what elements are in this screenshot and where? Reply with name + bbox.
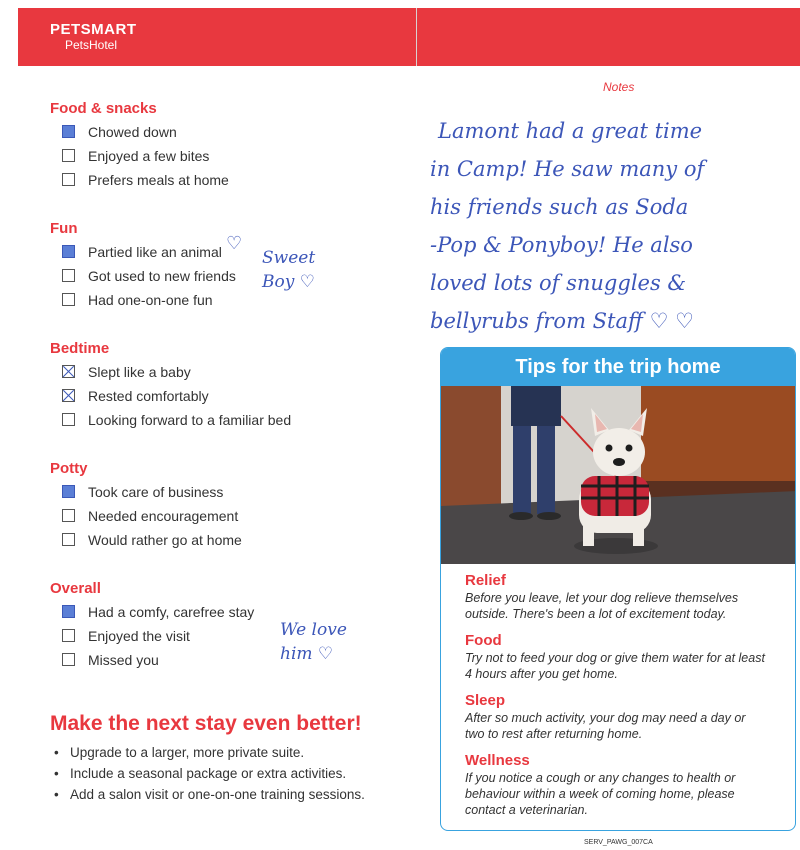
checklist-item bbox=[50, 648, 254, 672]
notes-label: Notes bbox=[603, 80, 635, 94]
checkbox[interactable] bbox=[62, 533, 75, 546]
checklist-item bbox=[50, 600, 254, 624]
heart-icon: ♡ bbox=[317, 644, 334, 664]
item-label: Slept like a baby bbox=[88, 364, 191, 380]
item-label: Had a comfy, carefree stay bbox=[88, 604, 255, 620]
tip-heading: Relief bbox=[465, 572, 506, 589]
section-title: Bedtime bbox=[50, 340, 110, 357]
item-label: Looking forward to a familiar bed bbox=[88, 412, 292, 428]
bullet-item: • Add a salon visit or one-on-one training sessions. bbox=[54, 784, 365, 805]
dog-photo-illustration bbox=[441, 386, 795, 564]
checklist-item bbox=[50, 168, 229, 192]
handwritten-sweet-boy bbox=[262, 246, 315, 294]
checkbox[interactable] bbox=[62, 389, 75, 402]
tip-relief bbox=[465, 572, 765, 622]
hand-line: him bbox=[280, 644, 313, 664]
tip-heading: Wellness bbox=[465, 752, 530, 769]
fold-line bbox=[416, 8, 417, 66]
item-label: Took care of business bbox=[88, 484, 224, 500]
checklist-item bbox=[50, 360, 291, 384]
checklist-item bbox=[50, 528, 242, 552]
hand-line: bellyrubs from Staff bbox=[430, 309, 643, 333]
section-overall bbox=[50, 578, 254, 672]
section-title: Food & snacks bbox=[50, 100, 157, 117]
hand-line: in Camp! He saw many of bbox=[430, 157, 705, 181]
checkbox[interactable] bbox=[62, 605, 75, 618]
section-potty bbox=[50, 458, 242, 552]
tip-heading: Food bbox=[465, 632, 502, 649]
tip-text: Try not to feed your dog or give them water for at least 4 hours after you get home. bbox=[465, 651, 765, 681]
item-label: Chowed down bbox=[88, 124, 177, 140]
checkbox[interactable] bbox=[62, 125, 75, 138]
item-label: Needed encouragement bbox=[88, 508, 239, 524]
hand-line: loved lots of snuggles & bbox=[430, 271, 687, 295]
petsmart-logo bbox=[50, 21, 137, 52]
checklist-item bbox=[50, 480, 242, 504]
handwritten-notes bbox=[430, 112, 796, 340]
item-label: Got used to new friends bbox=[88, 268, 236, 284]
checklist-item bbox=[50, 144, 229, 168]
checklist-item bbox=[50, 384, 291, 408]
item-label: Partied like an animal bbox=[88, 244, 222, 260]
tip-food bbox=[465, 632, 765, 682]
section-bedtime bbox=[50, 338, 291, 432]
checkbox[interactable] bbox=[62, 293, 75, 306]
item-label: Rested comfortably bbox=[88, 388, 209, 404]
heart-icon: ♡ ♡ bbox=[649, 309, 694, 333]
item-label: Prefers meals at home bbox=[88, 172, 229, 188]
hand-line: his friends such as Soda bbox=[430, 195, 689, 219]
tips-title: Tips for the trip home bbox=[441, 348, 795, 386]
brand-sub: PetsHotel bbox=[64, 38, 118, 52]
item-label: Enjoyed a few bites bbox=[88, 148, 210, 164]
checklist-item bbox=[50, 264, 236, 288]
hand-line: We love bbox=[280, 620, 347, 640]
cta-title: Make the next stay even better! bbox=[50, 712, 362, 735]
checkbox[interactable] bbox=[62, 653, 75, 666]
checklist-item bbox=[50, 120, 229, 144]
hand-line: -Pop & Ponyboy! He also bbox=[430, 233, 693, 257]
checklist-item bbox=[50, 504, 242, 528]
checkbox[interactable] bbox=[62, 173, 75, 186]
dog-photo bbox=[441, 386, 795, 564]
checkbox[interactable] bbox=[62, 149, 75, 162]
item-label: Would rather go at home bbox=[88, 532, 242, 548]
checkbox[interactable] bbox=[62, 365, 75, 378]
checklist-item bbox=[50, 288, 236, 312]
hand-line: Sweet bbox=[262, 248, 316, 268]
item-label: Had one-on-one fun bbox=[88, 292, 213, 308]
tip-text: After so much activity, your dog may need a day or two to rest after returning home. bbox=[465, 711, 746, 741]
checklist-item bbox=[50, 624, 254, 648]
cta-bullets bbox=[54, 742, 365, 805]
tip-text: Before you leave, let your dog relieve themselves outside. There's been a lot of excitement today. bbox=[465, 591, 739, 621]
checkbox[interactable] bbox=[62, 509, 75, 522]
hand-line: Boy bbox=[262, 272, 295, 292]
bullet-item: • Include a seasonal package or extra activities. bbox=[54, 763, 365, 784]
heart-icon: ♡ bbox=[226, 233, 243, 254]
item-label: Missed you bbox=[88, 652, 159, 668]
handwritten-we-love-him bbox=[280, 618, 347, 666]
section-title: Overall bbox=[50, 580, 101, 597]
tip-text: If you notice a cough or any changes to health or behaviour within a week of coming home, please contact a veterinarian. bbox=[465, 771, 736, 817]
form-code: SERV_PAWG_007CA bbox=[584, 839, 653, 846]
tip-heading: Sleep bbox=[465, 692, 506, 709]
checkbox[interactable] bbox=[62, 245, 75, 258]
checkbox[interactable] bbox=[62, 485, 75, 498]
checkbox[interactable] bbox=[62, 629, 75, 642]
checkbox[interactable] bbox=[62, 269, 75, 282]
section-title: Potty bbox=[50, 460, 88, 477]
item-label: Enjoyed the visit bbox=[88, 628, 190, 644]
section-title: Fun bbox=[50, 220, 78, 237]
tip-sleep bbox=[465, 692, 765, 742]
section-fun bbox=[50, 218, 236, 312]
checklist-item bbox=[50, 240, 236, 264]
brand-name: PETSMART bbox=[50, 21, 137, 38]
checklist-item bbox=[50, 408, 291, 432]
section-food bbox=[50, 98, 229, 192]
hand-line: Lamont had a great time bbox=[438, 119, 703, 143]
bullet-item: • Upgrade to a larger, more private suite. bbox=[54, 742, 365, 763]
heart-icon: ♡ bbox=[299, 272, 315, 292]
tip-wellness bbox=[465, 752, 765, 818]
tips-card bbox=[440, 347, 796, 831]
checkbox[interactable] bbox=[62, 413, 75, 426]
